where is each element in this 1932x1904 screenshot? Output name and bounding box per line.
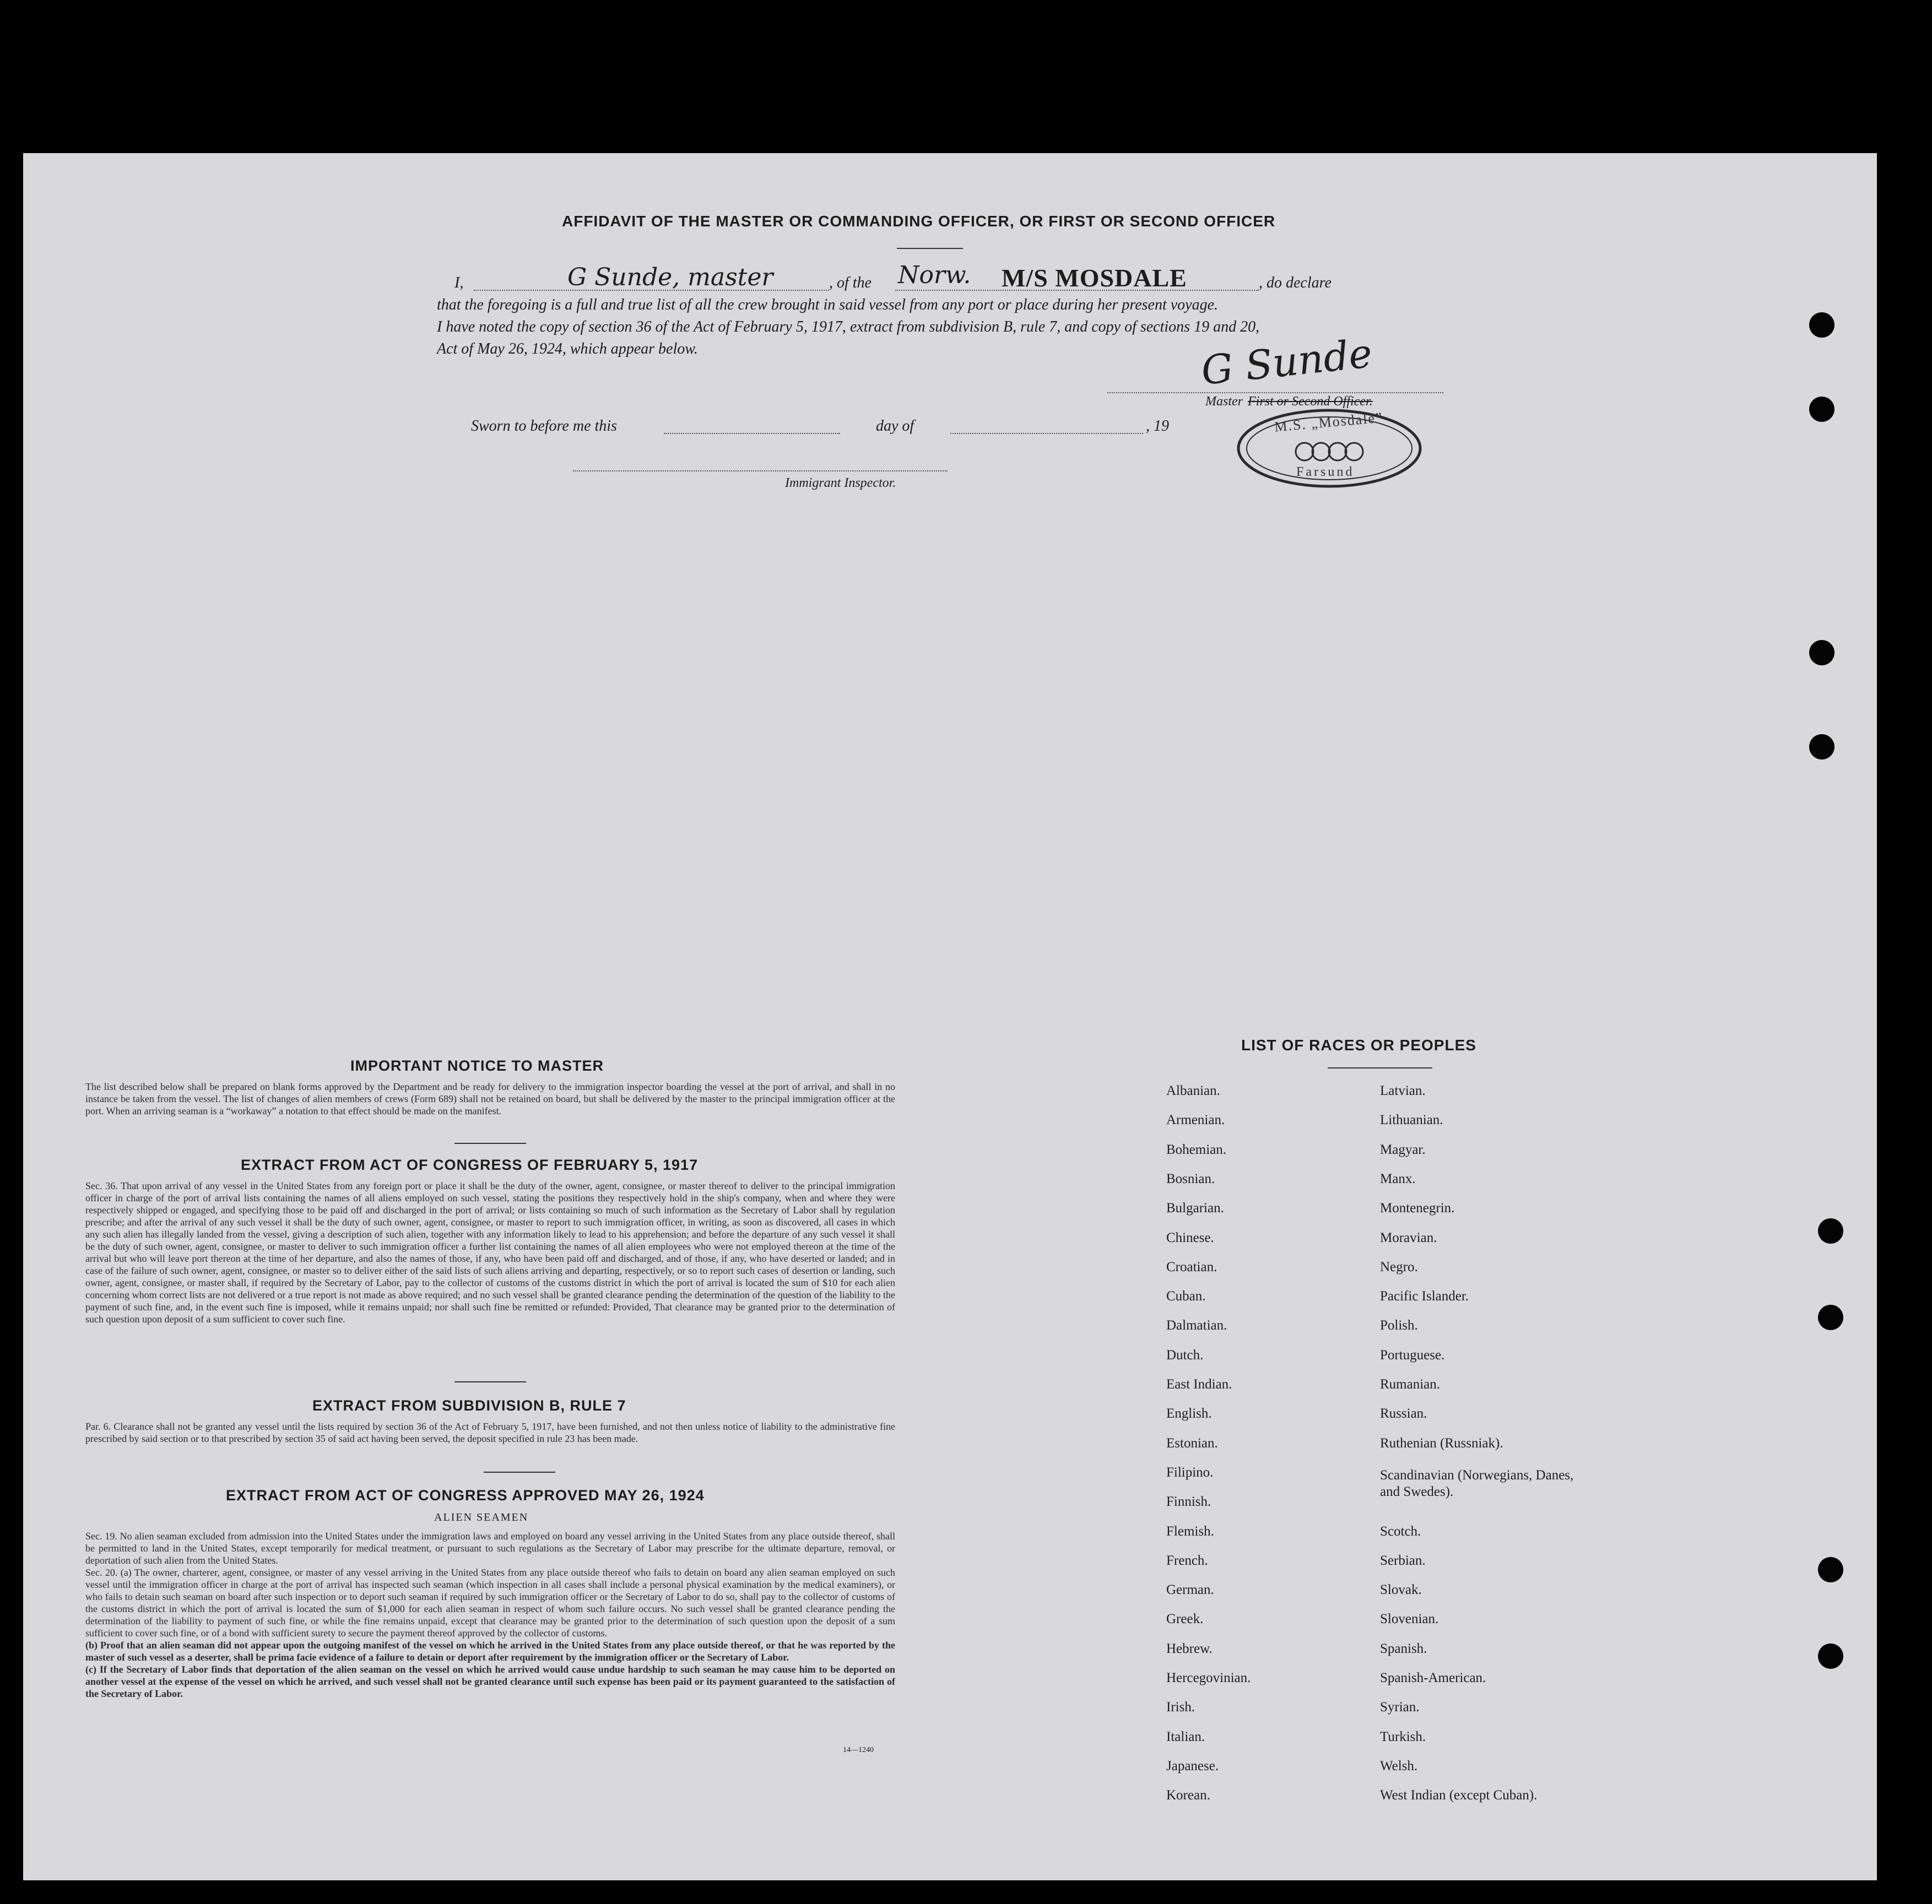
year-label: , 19 xyxy=(1146,417,1169,435)
race-item: Ruthenian (Russniak). xyxy=(1380,1436,1503,1451)
race-item: French. xyxy=(1166,1553,1208,1568)
race-item: Chinese. xyxy=(1166,1230,1214,1245)
race-item: Flemish. xyxy=(1166,1524,1214,1539)
race-item: Irish. xyxy=(1166,1700,1195,1715)
notice-title: IMPORTANT NOTICE TO MASTER xyxy=(350,1057,604,1074)
day-of-label: day of xyxy=(876,417,914,435)
race-item: Hebrew. xyxy=(1166,1641,1213,1656)
race-item: Syrian. xyxy=(1380,1700,1420,1715)
punch-hole-5 xyxy=(1818,1218,1843,1244)
race-item: Serbian. xyxy=(1380,1553,1426,1568)
sworn-day-line xyxy=(664,433,840,434)
race-item: Greek. xyxy=(1166,1612,1204,1626)
rule-7-body: Par. 6. Clearance shall not be granted any vessel until the lists required by section 36 of the Act of February 5, 1917, have been furnished, and not then unless notice of liability to the administrative fine prescribed by said section or to that prescribed by section 35 of said act having been served, the deposit specified in rule 23 has been made. xyxy=(85,1421,895,1444)
title-divider xyxy=(897,248,963,249)
sec-20a-text: Sec. 20. (a) The owner, charterer, agent, consignee, or master of any vessel arriving in the United States from any place outside thereof who fails to detain on board any alien seaman employed on such vessel until the immigration officer in charge at the port of arrival has inspected such seaman (which inspection in all cases shall include a personal physical examination by the medical examiners), or who fails to detain such seaman on board after such inspection or to deport such seaman if required by such immigration officer or the Secretary of Labor to do so, shall pay to the collector of customs of the customs district in which the port of arrival is located the sum of $1,000 for each alien seaman in respect of whom such failure occurs. No such vessel shall be granted clearance pending the determination of the liability to payment of such fine, or while the fine remains unpaid, except that clearance may be granted prior to the determination of such question upon the deposit of a sum sufficient to cover such fine, or of a bond with sufficient surety to secure the payment thereof approved by the collector of customs. xyxy=(85,1567,895,1639)
rule-7-divider xyxy=(484,1472,555,1473)
punch-hole-6 xyxy=(1818,1305,1843,1330)
race-item: Polish. xyxy=(1380,1318,1418,1333)
ship-stamp xyxy=(1236,408,1423,489)
race-item: Rumanian. xyxy=(1380,1377,1441,1392)
races-divider xyxy=(1328,1067,1432,1068)
sworn-label: Sworn to before me this xyxy=(471,417,617,435)
extract-1917-divider xyxy=(454,1381,526,1382)
race-item: Albanian. xyxy=(1166,1083,1220,1098)
struck-officer-label: First or Second Officer. xyxy=(1248,394,1373,409)
race-item: Slovenian. xyxy=(1380,1612,1439,1626)
race-item: Turkish. xyxy=(1380,1729,1426,1744)
race-item: Bosnian. xyxy=(1166,1171,1215,1186)
vessel-name: M/S MOSDALE xyxy=(1002,264,1187,292)
stamp-top-text: M.S. „Mosdale” xyxy=(1274,409,1384,435)
race-item: Finnish. xyxy=(1166,1494,1211,1509)
race-item: Montenegrin. xyxy=(1380,1201,1455,1216)
affidavit-line-1 xyxy=(441,263,1463,296)
affidavit-line-4: Act of May 26, 1924, which appear below. xyxy=(437,340,698,357)
punch-hole-7 xyxy=(1818,1557,1843,1582)
form-number: 14—1240 xyxy=(843,1746,874,1754)
race-item: Italian. xyxy=(1166,1729,1205,1744)
race-item: Manx. xyxy=(1380,1171,1416,1186)
race-item: English. xyxy=(1166,1406,1212,1421)
affidavit-line-3: I have noted the copy of section 36 of the Act of February 5, 1917, extract from subdivision B, rule 7, and copy of sections 19 and 20, xyxy=(437,318,1260,335)
race-item: East Indian. xyxy=(1166,1377,1232,1392)
master-signature: G Sunde xyxy=(1199,329,1374,394)
race-item: Magyar. xyxy=(1380,1142,1426,1157)
extract-1917-body: Sec. 36. That upon arrival of any vessel in the United States from any foreign port or place it shall be the duty of the owner, agent, consignee, or master thereof to deliver to the principal immigration officer in charge of the port of arrival lists containing the names of all aliens employed on such vessel, stating the positions they respectively hold in the ship's company, when and where they were respectively shipped or engaged, and specifying those to be paid off and discharged in the port of arrival; or lists containing so much of such information as the Secretary of Labor shall by regulation prescribe; and after the arrival of any such vessel it shall be the duty of such owner, agent, consignee, or master to report to such immigration officer, in writing, as soon as discovered, all cases in which any such alien has illegally landed from the vessel, giving a description of such alien, together with any information likely to lead to his apprehension; and before the departure of any such vessel it shall be the duty of such owner, agent, consignee, or master to deliver to such immigration officer a further list containing the names of all alien employees who were not employed thereon at the time of the arrival but who will leave port thereon at the time of her departure, and also the names of those, if any, who have been paid off and discharged, and of those, if any, who have deserted or landed; and in case of the failure of such owner, agent, consignee, or master so to deliver either of the said lists of such aliens arriving and departing, respectively, or so to report such cases of desertion or landing, such owner, agent, consignee, or master shall, if required by the Secretary of Labor, pay to the collector of customs of the customs district in which the port of arrival is located the sum of $10 for each alien concerning whom correct lists are not delivered or a true report is not made as above required; and no such vessel shall be granted clearance pending the determination of the question of the liability to the payment of such fine, and, in the event such fine is imposed, while it remains unpaid; nor shall such fine be remitted or refunded: Provided, That clearance may be granted prior to the determination of such question upon deposit of a sum sufficient to cover such fine. xyxy=(85,1180,895,1325)
race-item: Slovak. xyxy=(1380,1582,1422,1597)
race-item: Negro. xyxy=(1380,1260,1418,1274)
race-item: Bohemian. xyxy=(1166,1142,1227,1157)
inspector-signature-line xyxy=(573,470,948,471)
race-item: Hercegovinian. xyxy=(1166,1670,1251,1685)
notice-body: The list described below shall be prepared on blank forms approved by the Department and be ready for delivery to the immigration inspector boarding the vessel at the port of arrival, and shall in no instance be taken from the vessel. The list of changes of alien members of crews (Form 689) shall not be retained on board, but shall be delivered by the master to the principal immigration officer at the port. When an arriving seaman is a “workaway” a notation to that effect should be made on the manifest. xyxy=(85,1081,895,1116)
race-item: Cuban. xyxy=(1166,1289,1206,1304)
race-item: Spanish. xyxy=(1380,1641,1427,1656)
signature-line xyxy=(1107,392,1443,393)
race-item: Scandinavian (Norwegians, Danes, and Swedes). xyxy=(1380,1468,1574,1499)
punch-hole-3 xyxy=(1809,640,1834,665)
race-item: Dutch. xyxy=(1166,1348,1204,1363)
race-item: Japanese. xyxy=(1166,1759,1219,1773)
inspector-label: Immigrant Inspector. xyxy=(785,476,896,490)
race-item: Croatian. xyxy=(1166,1260,1217,1274)
affidavit-title: AFFIDAVIT OF THE MASTER OR COMMANDING OFFICER, OR FIRST OR SECOND OFFICER xyxy=(562,213,1276,230)
sworn-line xyxy=(471,417,1242,442)
affidavit-line-2: that the foregoing is a full and true list of all the crew brought in said vessel from any port or place during her present voyage. xyxy=(437,296,1219,313)
i-label: I, xyxy=(454,274,464,291)
notice-divider xyxy=(454,1143,526,1144)
race-item: Filipino. xyxy=(1166,1465,1214,1480)
punch-hole-1 xyxy=(1809,312,1834,338)
race-item: Russian. xyxy=(1380,1406,1427,1421)
race-item: Scotch. xyxy=(1380,1524,1421,1539)
race-item: Spanish-American. xyxy=(1380,1670,1486,1685)
race-item: Korean. xyxy=(1166,1788,1210,1803)
race-item: Lithuanian. xyxy=(1380,1113,1443,1127)
do-declare-label: , do declare xyxy=(1259,274,1332,291)
master-label: Master xyxy=(1205,394,1243,409)
race-item: Dalmatian. xyxy=(1166,1318,1227,1333)
race-item: Welsh. xyxy=(1380,1759,1418,1773)
race-item: German. xyxy=(1166,1582,1214,1597)
punch-hole-2 xyxy=(1809,397,1834,422)
extract-1924-body xyxy=(85,1530,895,1744)
race-item: Latvian. xyxy=(1380,1083,1426,1098)
race-item: Moravian. xyxy=(1380,1230,1437,1245)
race-item: Pacific Islander. xyxy=(1380,1289,1469,1304)
handwritten-nationality: Norw. xyxy=(898,261,971,289)
extract-1924-subtitle: ALIEN SEAMEN xyxy=(434,1511,529,1523)
race-item: Bulgarian. xyxy=(1166,1201,1224,1216)
rule-7-title: EXTRACT FROM SUBDIVISION B, RULE 7 xyxy=(312,1397,626,1414)
handwritten-name: G Sunde, master xyxy=(567,263,773,291)
punch-hole-8 xyxy=(1818,1643,1843,1669)
sec-20b-text: (b) Proof that an alien seaman did not appear upon the outgoing manifest of the vessel on which he arrived in the United States from any place outside thereof, or that he was reported by the master of such vessel as a deserter, shall be prima facie evidence of a failure to detain or deport after requirement by the immigration officer or the Secretary of Labor. xyxy=(85,1640,895,1663)
race-item: Portuguese. xyxy=(1380,1348,1445,1363)
sec-20c-text: (c) If the Secretary of Labor finds that deportation of the alien seaman on the vessel on which he arrived would cause undue hardship to such seaman he may cause him to be deported on another vessel at the expense of the vessel on which he arrived, and such vessel shall not be granted clearance until such expense has been paid or its payment guaranteed to the satisfaction of the Secretary of Labor. xyxy=(85,1664,895,1699)
sworn-month-line xyxy=(950,433,1143,434)
sec-19-text: Sec. 19. No alien seaman excluded from admission into the United States under the immigration laws and employed on board any vessel arriving in the United States from any place outside thereof, shall be permitted to land in the United States, except temporarily for medical treatment, or pursuant to such regulations as the Secretary of Labor may prescribe for the ultimate departure, removal, or deportation of such alien from the United States. xyxy=(85,1531,895,1566)
stamp-bottom-text: Farsund xyxy=(1296,465,1355,479)
races-title: LIST OF RACES OR PEOPLES xyxy=(1241,1037,1476,1054)
race-item: Armenian. xyxy=(1166,1113,1225,1127)
extract-1917-title: EXTRACT FROM ACT OF CONGRESS OF FEBRUARY 5, 1917 xyxy=(241,1157,699,1173)
punch-hole-4 xyxy=(1809,734,1834,760)
extract-1924-title: EXTRACT FROM ACT OF CONGRESS APPROVED MAY 26, 1924 xyxy=(226,1487,705,1504)
race-item: West Indian (except Cuban). xyxy=(1380,1788,1538,1803)
race-item: Estonian. xyxy=(1166,1436,1218,1451)
of-the-label: , of the xyxy=(829,274,872,291)
